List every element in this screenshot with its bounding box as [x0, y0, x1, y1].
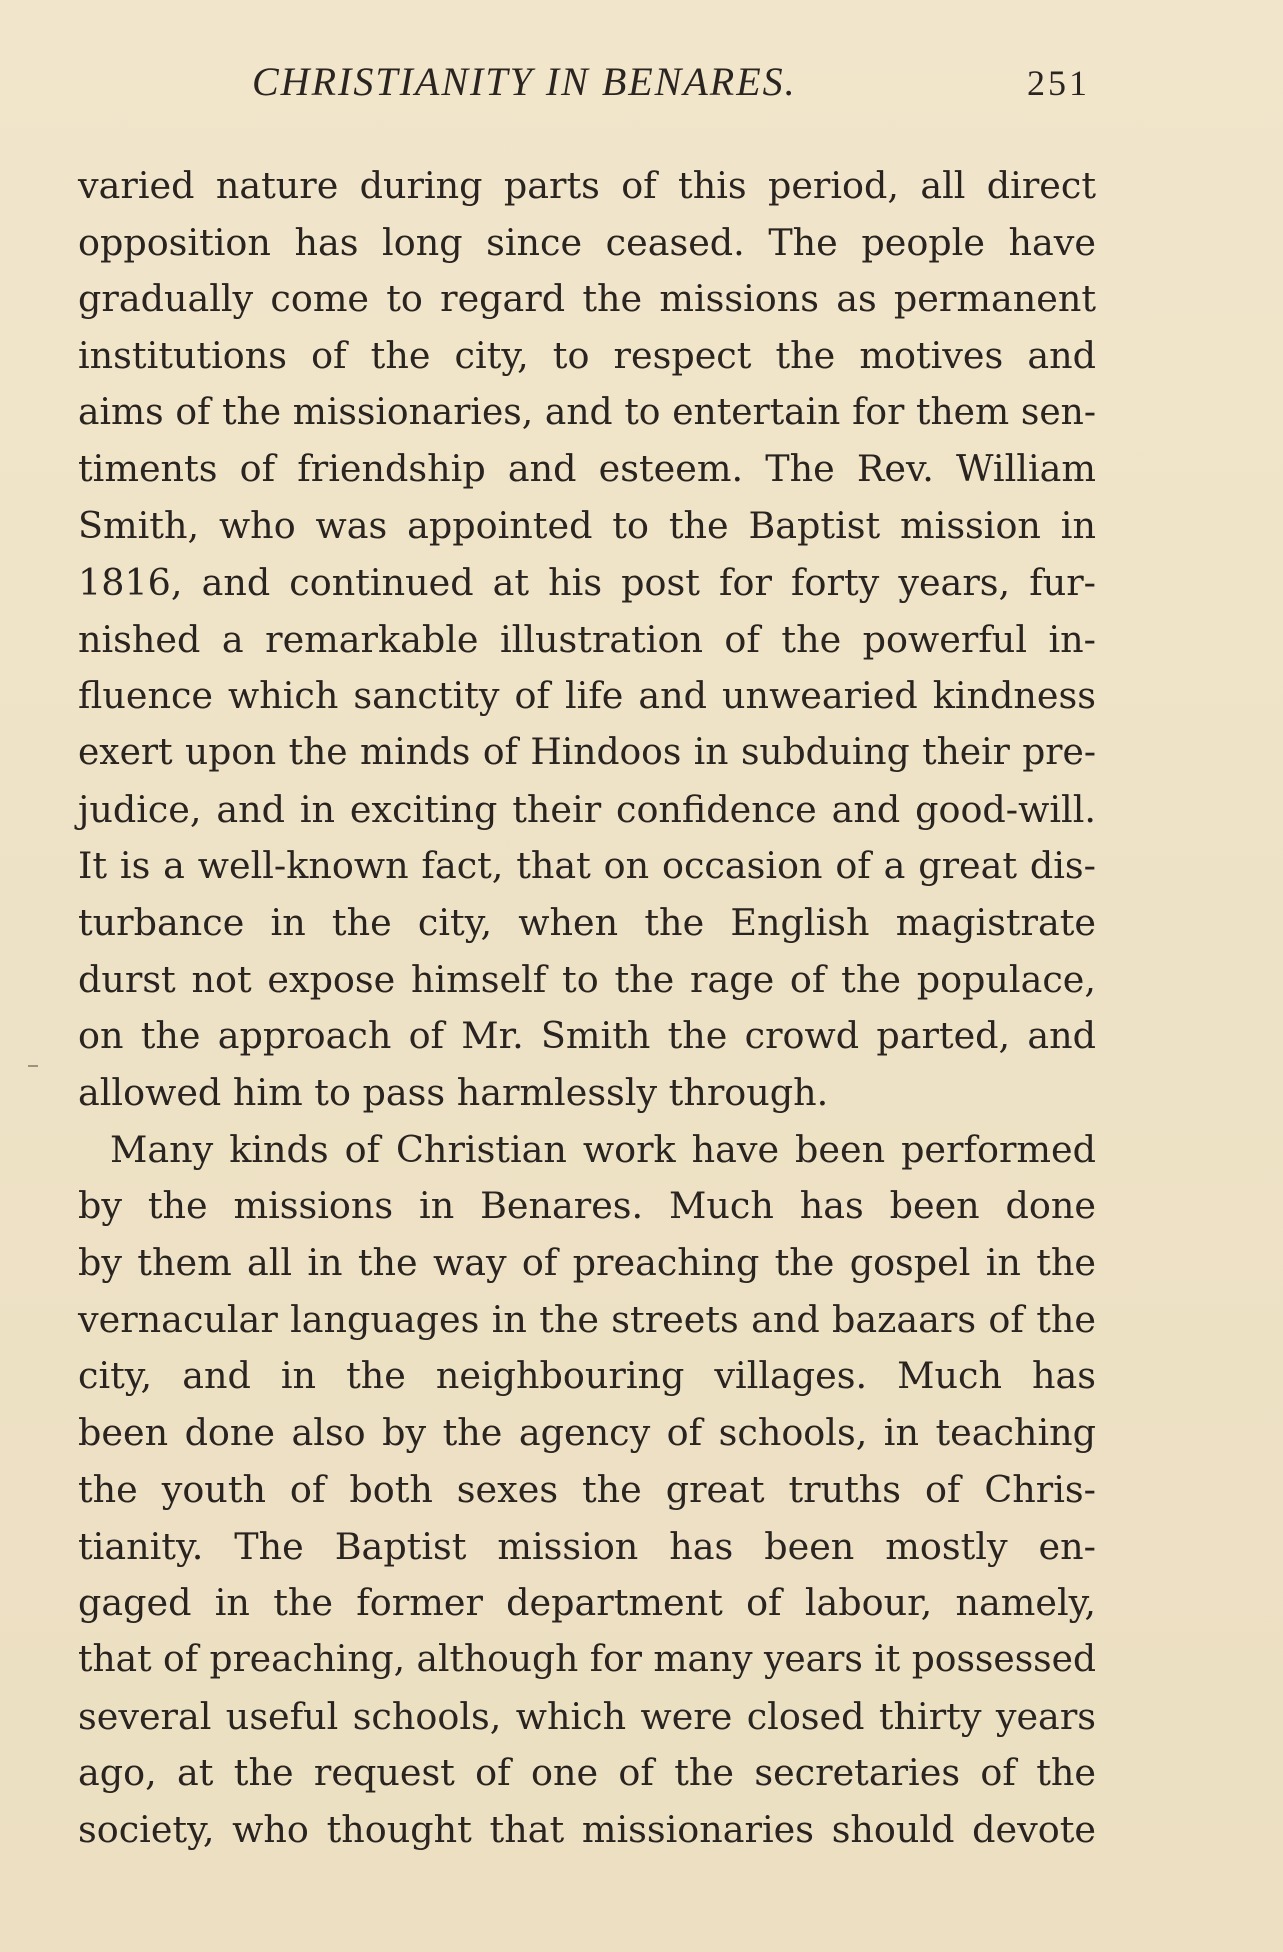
text-line: society, who thought that missionaries should devote	[78, 1807, 1096, 1851]
text-line: durst not expose himself to the rage of the populace,	[78, 957, 1096, 1001]
text-line: ago, at the request of one of the secretaries of the	[78, 1751, 1096, 1795]
margin-mark	[28, 1065, 38, 1067]
text-line: nished a remarkable illustration of the powerful in-	[78, 617, 1096, 661]
text-line: aims of the missionaries, and to entertain for them sen-	[78, 391, 1096, 433]
text-line: on the approach of Mr. Smith the crowd parted, and	[78, 1014, 1096, 1058]
text-line: 1816, and continued at his post for forty years, fur-	[78, 560, 1096, 604]
text-line: that of preaching, although for many years it possessed	[78, 1638, 1096, 1680]
text-line: by the missions in Benares. Much has been done	[78, 1184, 1096, 1228]
text-line: timents of friendship and esteem. The Rev. William	[78, 447, 1096, 491]
text-line: institutions of the city, to respect the motives and	[78, 334, 1096, 378]
paragraph-2	[78, 1122, 1096, 1859]
text-line: tianity. The Baptist mission has been mostly en-	[78, 1524, 1096, 1568]
text-line: opposition has long since ceased. The people have	[78, 220, 1096, 264]
text-line: allowed him to pass harmlessly through.	[78, 1071, 829, 1114]
text-line: Many kinds of Christian work have been performed	[110, 1127, 1096, 1171]
text-line: several useful schools, which were closed thirty years	[78, 1694, 1096, 1738]
text-line: by them all in the way of preaching the gospel in the	[78, 1241, 1096, 1285]
text-line: gaged in the former department of labour, namely,	[78, 1581, 1096, 1625]
text-line: turbance in the city, when the English magistrate	[78, 900, 1096, 944]
running-head	[0, 58, 1283, 118]
running-title: CHRISTIANITY IN BENARES.	[252, 59, 797, 104]
text-line: exert upon the minds of Hindoos in subduing their pre-	[78, 731, 1096, 773]
paragraph-1	[78, 158, 1096, 1122]
text-line: gradually come to regard the missions as permanent	[78, 277, 1096, 321]
text-line: been done also by the agency of schools, in teaching	[78, 1411, 1096, 1455]
text-line: judice, and in exciting their confidence and good-will.	[78, 787, 1096, 831]
text-line: varied nature during parts of this period, all direct	[78, 164, 1096, 207]
text-line: Smith, who was appointed to the Baptist mission in	[78, 504, 1096, 548]
text-line: city, and in the neighbouring villages. Much has	[78, 1354, 1096, 1398]
text-line: It is a well-known fact, that on occasion of a great dis-	[78, 844, 1096, 888]
text-line: vernacular languages in the streets and bazaars of the	[78, 1297, 1096, 1341]
text-line: fluence which sanctity of life and unwearied kindness	[78, 674, 1096, 718]
page-number: 251	[1027, 63, 1090, 103]
text-line: the youth of both sexes the great truths of Chris-	[78, 1467, 1096, 1511]
body-text	[78, 158, 1096, 1859]
